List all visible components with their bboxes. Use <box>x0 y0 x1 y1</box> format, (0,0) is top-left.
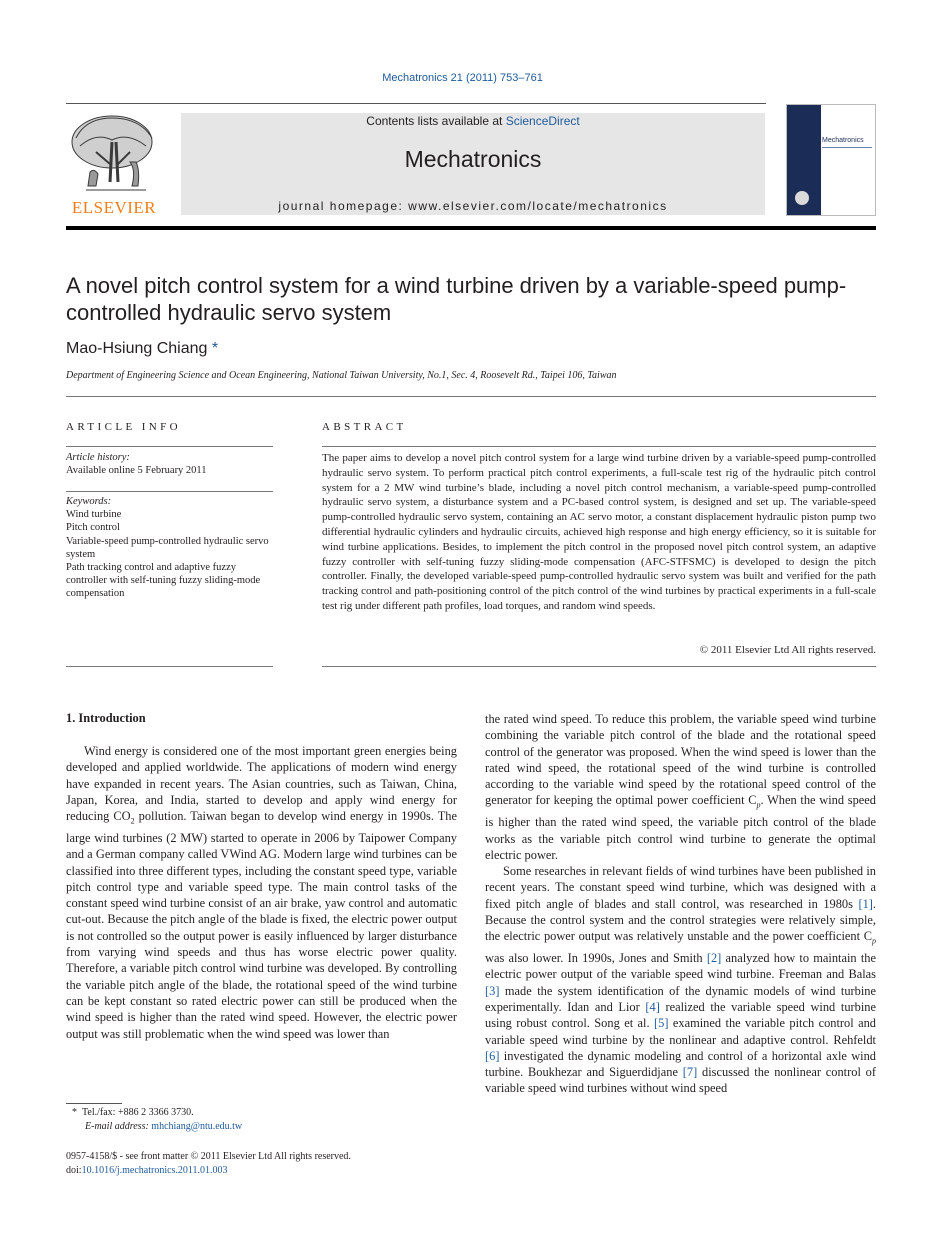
intro-paragraph: Some researches in relevant fields of wind turbines have been published in recent years. The constant speed wind turbine, which was designed with a fixed pitch angle of blades and stall control, was researched in 1980s [1]. Because the control system and the control strategies were relatively simple, the electric power output was relatively unstable and the power coefficient $C_p$ was also lower. In 1990s, Jones and Smith [2] analyzed how to maintain the electric power output of the variable speed wind turbine. Freeman and Balas [3] made the system identification of the dynamic models of wind turbine experimentally. Idan and Lior [4] realized the variable speed wind turbine using robust control. Song et al. [5] examined the variable pitch control and variable speed wind turbine by the nonlinear and adaptive control. Rehfeldt [6] investigated the dynamic modeling and control of a horizontal axle wind turbine. Boukhezar and Siguerdidjane [7] discussed the nonlinear control of variable speed wind turbines without wind speed <box>485 864 876 1096</box>
citation-link[interactable]: [3] <box>485 983 500 998</box>
abstract-heading: ABSTRACT <box>322 421 407 433</box>
journal-reference[interactable]: Mechatronics 21 (2011) 753–761 <box>382 72 543 84</box>
footnote-tel: * Tel./fax: +886 2 3366 3730. <box>72 1107 194 1118</box>
contents-available <box>181 114 765 128</box>
footnote <box>72 1106 462 1134</box>
doi-link[interactable]: 10.1016/j.mechatronics.2011.01.003 <box>81 1164 228 1176</box>
affiliation-rule <box>66 396 876 397</box>
header-divider <box>66 103 766 104</box>
citation-link[interactable]: [6] <box>485 1048 500 1063</box>
corresponding-author-mark[interactable]: * <box>211 340 219 357</box>
article-history <box>66 451 273 477</box>
cover-title: Mechatronics <box>822 137 864 144</box>
keywords-block <box>66 495 273 601</box>
left-column-text <box>66 743 457 1042</box>
article-title: A novel pitch control system for a wind turbine driven by a variable-speed pump-controlled hydraulic servo system <box>66 273 847 325</box>
introduction-heading: 1. Introduction <box>66 711 146 725</box>
keywords-label: Keywords: <box>66 496 112 507</box>
citation-link[interactable]: [7] <box>682 1065 698 1080</box>
intro-paragraph-continued: the rated wind speed. To reduce this problem, the variable speed wind turbine combining the variable pitch control of the blade and the rotational speed control of the generator was proposed. When the wind speed is lower than the rated wind speed, the rotational speed of the wind turbine is controlled according to the variable wind speed by the rotational speed control of the generator for keeping the optimal power coefficient $C_p$. When the wind speed is higher than the rated wind speed, the variable pitch control of the blade works as the variable pitch control wind turbine to generate the optimal electric power. <box>485 712 876 862</box>
article-info-rule <box>66 446 273 447</box>
keyword-item: Wind turbine <box>66 509 122 521</box>
abstract-copyright: © 2011 Elsevier Ltd All rights reserved. <box>699 644 876 656</box>
cover-face <box>821 105 876 216</box>
footnote-rule <box>66 1103 122 1104</box>
abstract-text: The paper aims to develop a novel pitch control system for a large wind turbine driven by a variable-speed pump-controlled hydraulic servo system. To perform practical pitch control experiments, a full-scale test rig of the hydraulic pitch control system for a 2 MW wind turbine’s blade, including a novel pitch control mechanism, a variable-speed pump-controlled hydraulic servo system, a disturbance system and a PC-based control system, is designed and set up. The variable-speed pump-controlled hydraulic servo system, containing an AC servo motor, a constant displacement hydraulic piston pump two differential hydraulic cylinders and hydraulic circuits, achieved high response and high energy efficiency, so it is suitable for wind turbine applications. Besides, to implement the pitch control in the proposed novel pitch control system, an adaptive fuzzy controller with self-tuning fuzzy sliding-mode compensation (AFC-STFSMC) is developed to design the pitch controller. Finally, the developed variable-speed pump-controlled hydraulic servo system was built and verified for the path tracking control and path-positioning control of the pitch control of the wind turbines by practical experiments in a full-scale test rig under different path profiles, load torques, and random wind speeds. <box>322 452 876 612</box>
elsevier-wordmark: ELSEVIER <box>71 198 157 217</box>
right-column-text <box>485 711 876 1097</box>
journal-title: Mechatronics <box>404 146 542 172</box>
keywords-rule <box>66 491 273 492</box>
cover-rule <box>822 147 872 148</box>
doi-line: doi:10.1016/j.mechatronics.2011.01.003 <box>66 1164 228 1176</box>
citation-link[interactable]: [1] <box>858 896 873 911</box>
sciencedirect-link[interactable]: ScienceDirect <box>505 114 580 128</box>
email-link[interactable]: mhchiang@ntu.edu.tw <box>151 1121 243 1132</box>
author-name: Mao-Hsiung Chiang <box>66 340 208 357</box>
abstract-rule <box>322 446 876 447</box>
contents-prefix: Contents lists available at <box>366 114 506 128</box>
history-value: Available online 5 February 2011 <box>66 465 207 477</box>
cover-emblem <box>795 191 809 205</box>
keyword-item: Pitch control <box>66 522 120 534</box>
citation-link[interactable]: [2] <box>706 951 722 966</box>
intro-paragraph: Wind energy is considered one of the most important green energies being developed and applied worldwide. The applications of modern wind energy have expanded in recent years. The Asian countries, such as Taiwan, China, Japan, Korea, and India, started to develop and apply wind energy for reducing $CO_2$ pollution. Taiwan began to develop wind energy in 1990s. The large wind turbines (2 MW) started to operate in 2006 by Taipower Company and a German company called VWind AG. Modern large wind turbines can be classified into three different types, including the constant speed type, variable pitch control type and variable speed type. The main control tasks of the constant speed wind turbine consist of an air brake, yaw control and automatic cut-out. Because the pitch angle of the blade is fixed, the electric power output is not controlled so the output power is easily influenced by larger disturbance from varying wind speeds and thus has worse electric power quality. Therefore, a variable pitch control wind turbine was developed. By controlling the variable pitch angle of the blade, the rotational speed of the wind turbine can be kept constant so rated electric power can still be produced when the wind speed is higher than the rated wind speed. However, the electric power output was still problematic when the wind speed was lower than <box>66 744 457 1041</box>
footnote-email: E-mail address: mhchiang@ntu.edu.tw <box>85 1121 243 1132</box>
front-matter <box>66 1150 566 1177</box>
header-thick-rule <box>66 226 876 230</box>
keyword-item: Variable-speed pump-controlled hydraulic servo system <box>66 535 269 560</box>
abstract-bottom-rule <box>322 666 876 667</box>
journal-homepage[interactable]: journal homepage: www.elsevier.com/locate/mechatronics <box>278 199 668 213</box>
journal-cover-thumbnail <box>786 104 876 216</box>
history-label: Article history: <box>66 452 130 463</box>
citation-link[interactable]: [5] <box>654 1016 669 1031</box>
issn-line: 0957-4158/$ - see front matter © 2011 Elsevier Ltd All rights reserved. <box>66 1151 351 1162</box>
citation-link[interactable]: [4] <box>645 999 660 1014</box>
author-line <box>66 340 218 358</box>
keyword-item: Path tracking control and adaptive fuzzy controller with self-tuning fuzzy sliding-mode compensation <box>66 562 261 600</box>
affiliation: Department of Engineering Science and Ocean Engineering, National Taiwan University, No.1, Sec. 4, Roosevelt Rd., Taipei 106, Taiwan <box>66 370 617 381</box>
article-info-bottom-rule <box>66 666 273 667</box>
article-info-heading: ARTICLE INFO <box>66 421 181 433</box>
